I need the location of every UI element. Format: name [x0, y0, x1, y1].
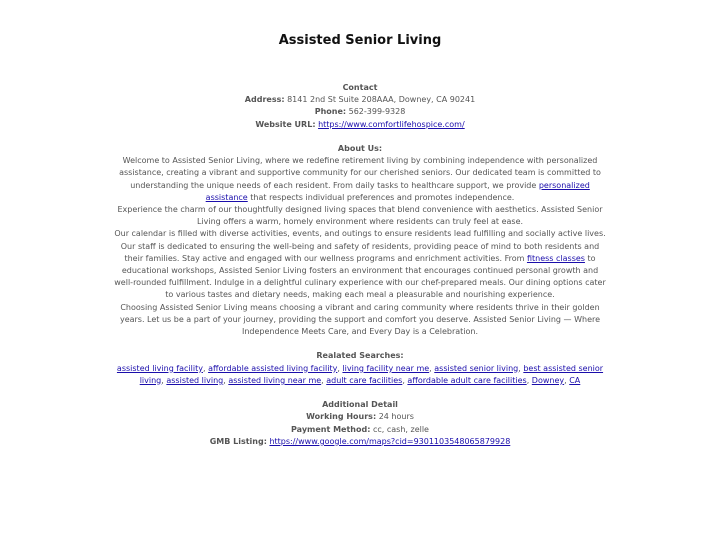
hours-label: Working Hours: [306, 412, 377, 422]
spacer [114, 387, 606, 399]
phone-line [114, 106, 606, 118]
related-link[interactable]: Downey [531, 375, 565, 385]
related-link[interactable]: affordable adult care facilities [407, 375, 527, 385]
website-line [114, 119, 606, 131]
payment-label: Payment Method: [291, 424, 371, 434]
about-text: to educational workshops, Assisted Senior Living fosters an environment that encourages continued personal growth and well-rounded fulfillment. Indulge in a delightful culinary experience with our chef-prepared meals. Our dining options cater to various tastes and dietary needs, making each meal a pleasurable and nourishing experience. [114, 253, 606, 300]
related-link[interactable]: assisted living near me [228, 375, 322, 385]
spacer [114, 131, 606, 143]
related-link[interactable]: affordable assisted living facility [208, 363, 338, 373]
about-text: Our calendar is filled with diverse activities, events, and outings to ensure residents lead fulfilling and socially active lives. Our staff is dedicated to ensuring the well-being and safety of residents, providing peace of mind to both residents and their families. Stay active and engaged with our wellness programs and enrichment activities. From [114, 229, 606, 263]
hours-value: 24 hours [378, 412, 414, 422]
about-text: that respects individual preferences and promotes independence. [250, 192, 515, 202]
gmb-link[interactable]: https://www.google.com/maps?cid=9301103548065879928 [269, 436, 511, 446]
about-text: Welcome to Assisted Senior Living, where we redefine retirement living by combining independence with personalized assistance, creating a vibrant and supportive community for our cherished seniors. Our dedicated team is committed to understanding the unique needs of each resident. From daily tasks to healthcare support, we provide [119, 156, 601, 190]
personalized-assistance-link[interactable]: personalized assistance [205, 180, 590, 202]
fitness-classes-link[interactable]: fitness classes [526, 253, 585, 263]
content-body [114, 82, 606, 448]
contact-heading: Contact [342, 83, 378, 92]
related-link[interactable]: living facility near me [342, 363, 430, 373]
about-paragraph-4: Choosing Assisted Senior Living means choosing a vibrant and caring community where residents thrive in their golden years. Let us be a part of your journey, providing the support and comfort you deserve. Assisted Senior Living — Where Independence Meets Care, and Every Day is a Celebration. [119, 302, 601, 337]
about-paragraph-1 [114, 155, 606, 204]
payment-line [114, 424, 606, 436]
related-link[interactable]: assisted senior living [434, 363, 519, 373]
related-link[interactable]: adult care facilities [326, 375, 403, 385]
about-paragraph-3 [114, 228, 606, 301]
related-links: assisted living facility, affordable assisted living facility, living facility near me, assisted senior living, best assisted senior living, assisted living, assisted living near me, adult care facilities, affordable adult care facilities, Downey, CA [116, 363, 604, 385]
about-paragraph-2: Experience the charm of our thoughtfully designed living spaces that blend convenience with aesthetics. Assisted Senior Living offers a warm, homely environment where residents can truly feel at ease. [117, 205, 603, 227]
about-heading: About Us: [337, 144, 383, 153]
address-line [114, 94, 606, 106]
additional-heading: Additional Detail [322, 400, 398, 410]
page-title: Assisted Senior Living [278, 33, 442, 48]
hours-line [114, 411, 606, 423]
website-link[interactable]: https://www.comfortlifehospice.com/ [318, 119, 465, 129]
gmb-line [114, 436, 606, 448]
website-label: Website URL: [255, 119, 316, 129]
related-link[interactable]: CA [569, 375, 581, 385]
phone-label: Phone: [314, 107, 347, 117]
phone-value: 562-399-9328 [348, 107, 406, 117]
related-link[interactable]: assisted living facility [116, 363, 203, 373]
spacer [114, 338, 606, 350]
related-link[interactable]: assisted living [166, 375, 224, 385]
payment-value: cc, cash, zelle [372, 424, 429, 434]
address-value: 8141 2nd St Suite 208AAA, Downey, CA 90241 [287, 95, 476, 105]
related-link[interactable]: best assisted senior living [139, 363, 604, 385]
related-heading: Realated Searches: [316, 351, 404, 361]
address-label: Address: [244, 95, 285, 105]
gmb-label: GMB Listing: [209, 436, 267, 446]
